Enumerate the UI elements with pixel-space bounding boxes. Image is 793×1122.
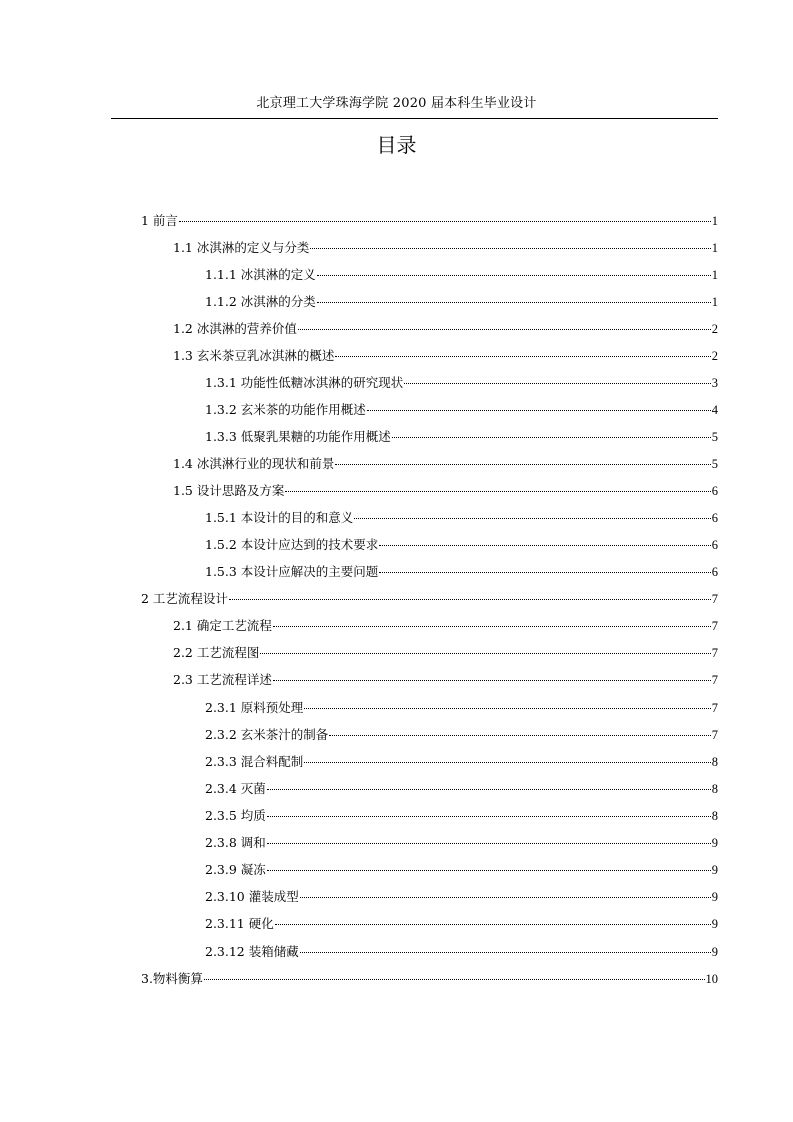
toc-entry[interactable] bbox=[205, 727, 718, 743]
toc-entry-page: 8 bbox=[711, 755, 718, 769]
toc-leader-dots bbox=[367, 410, 711, 411]
toc-entry[interactable] bbox=[173, 645, 718, 661]
toc-entry-page: 5 bbox=[711, 430, 718, 444]
toc-entry-label: 2.1 确定工艺流程 bbox=[173, 618, 272, 633]
toc-leader-dots bbox=[304, 762, 710, 763]
toc-entry-label: 1.4 冰淇淋行业的现状和前景 bbox=[173, 456, 335, 471]
toc-entry[interactable] bbox=[205, 429, 718, 445]
toc-entry[interactable] bbox=[173, 618, 718, 634]
toc-entry-label: 2.3.2 玄米茶汁的制备 bbox=[205, 727, 329, 742]
toc-entry-label: 1.5.1 本设计的目的和意义 bbox=[205, 510, 354, 525]
toc-leader-dots bbox=[310, 248, 710, 249]
toc-entry[interactable] bbox=[205, 294, 718, 310]
toc-entry[interactable] bbox=[141, 591, 718, 607]
toc-leader-dots bbox=[329, 735, 710, 736]
toc-entry-label: 3.物料衡算 bbox=[141, 971, 203, 986]
toc-entry-page: 2 bbox=[711, 322, 718, 336]
toc-leader-dots bbox=[267, 870, 711, 871]
header-rule bbox=[111, 118, 718, 119]
toc-entry[interactable] bbox=[205, 835, 718, 851]
toc-leader-dots bbox=[335, 464, 710, 465]
toc-entry-page: 8 bbox=[711, 809, 718, 823]
toc-entry-page: 9 bbox=[711, 863, 718, 877]
toc-entry-label: 1.5.3 本设计应解决的主要问题 bbox=[205, 564, 379, 579]
toc-entry[interactable] bbox=[205, 700, 718, 716]
toc-leader-dots bbox=[317, 275, 711, 276]
toc-entry-label: 1.3.1 功能性低糖冰淇淋的研究现状 bbox=[205, 375, 404, 390]
toc-entry-page: 6 bbox=[711, 511, 718, 525]
toc-entry-page: 8 bbox=[711, 782, 718, 796]
toc-leader-dots bbox=[317, 302, 711, 303]
toc-entry-page: 1 bbox=[711, 295, 718, 309]
toc-entry-label: 1.3.2 玄米茶的功能作用概述 bbox=[205, 402, 366, 417]
toc-leader-dots bbox=[354, 518, 710, 519]
toc-entry[interactable] bbox=[205, 402, 718, 418]
toc-leader-dots bbox=[300, 952, 711, 953]
toc-entry[interactable] bbox=[205, 944, 718, 960]
toc-entry-page: 7 bbox=[711, 646, 718, 660]
toc-entry[interactable] bbox=[205, 537, 718, 553]
toc-entry-page: 3 bbox=[711, 376, 718, 390]
toc-entry[interactable] bbox=[205, 808, 718, 824]
toc-entry[interactable] bbox=[205, 267, 718, 283]
toc-leader-dots bbox=[275, 924, 711, 925]
toc-entry[interactable] bbox=[205, 564, 718, 580]
toc-entry-label: 1.1.1 冰淇淋的定义 bbox=[205, 267, 316, 282]
toc-title: 目录 bbox=[376, 133, 417, 157]
toc-entry-label: 1.1 冰淇淋的定义与分类 bbox=[173, 240, 310, 255]
toc-entry[interactable] bbox=[173, 483, 718, 499]
toc-entry-label: 2.3.4 灭菌 bbox=[205, 781, 266, 796]
toc-entry-label: 2.3.9 凝冻 bbox=[205, 862, 266, 877]
page-header-title: 北京理工大学珠海学院 2020 届本科生毕业设计 bbox=[256, 96, 537, 111]
toc-entry-page: 7 bbox=[711, 728, 718, 742]
toc-entry-label: 1.3.3 低聚乳果糖的功能作用概述 bbox=[205, 429, 391, 444]
toc-entry-label: 2.3.3 混合料配制 bbox=[205, 754, 304, 769]
toc-entry-page: 1 bbox=[711, 241, 718, 255]
toc-entry-page: 1 bbox=[711, 268, 718, 282]
toc-entry-page: 9 bbox=[711, 945, 718, 959]
toc-leader-dots bbox=[267, 816, 711, 817]
toc-entry-label: 2.3.1 原料预处理 bbox=[205, 700, 304, 715]
toc-entry[interactable] bbox=[173, 348, 718, 364]
toc-leader-dots bbox=[273, 680, 711, 681]
toc-entry[interactable] bbox=[205, 781, 718, 797]
toc-entry-label: 2.3.10 灌装成型 bbox=[205, 889, 299, 904]
toc-entry-page: 1 bbox=[711, 214, 718, 228]
toc-entry-label: 1.1.2 冰淇淋的分类 bbox=[205, 294, 316, 309]
toc-leader-dots bbox=[392, 437, 711, 438]
toc-entry-page: 9 bbox=[711, 890, 718, 904]
toc-entry-page: 7 bbox=[711, 673, 718, 687]
toc-leader-dots bbox=[404, 383, 710, 384]
toc-entry[interactable] bbox=[205, 916, 718, 932]
toc-entry-page: 9 bbox=[711, 917, 718, 931]
toc-entry-page: 7 bbox=[711, 701, 718, 715]
toc-entry-page: 7 bbox=[711, 619, 718, 633]
toc-entry-page: 4 bbox=[711, 403, 718, 417]
toc-entry[interactable] bbox=[173, 321, 718, 337]
toc-entry[interactable] bbox=[205, 862, 718, 878]
toc-leader-dots bbox=[379, 572, 710, 573]
toc-entry-label: 2.3.8 调和 bbox=[205, 835, 266, 850]
toc-entry[interactable] bbox=[205, 375, 718, 391]
toc-entry-label: 1.5 设计思路及方案 bbox=[173, 483, 285, 498]
toc-leader-dots bbox=[298, 329, 711, 330]
toc-entry[interactable] bbox=[173, 672, 718, 688]
toc-leader-dots bbox=[267, 843, 711, 844]
toc-leader-dots bbox=[179, 221, 711, 222]
toc-entry-label: 2.3.5 均质 bbox=[205, 808, 266, 823]
toc-leader-dots bbox=[285, 491, 710, 492]
toc-entry[interactable] bbox=[173, 240, 718, 256]
toc-entry-page: 5 bbox=[711, 457, 718, 471]
toc-entry[interactable] bbox=[205, 889, 718, 905]
toc-entry-page: 7 bbox=[711, 592, 718, 606]
toc-entry[interactable] bbox=[205, 754, 718, 770]
toc-leader-dots bbox=[204, 979, 705, 980]
toc-entry-label: 2.3.11 硬化 bbox=[205, 916, 274, 931]
toc-leader-dots bbox=[304, 708, 710, 709]
toc-leader-dots bbox=[273, 626, 711, 627]
toc-entry[interactable] bbox=[141, 213, 718, 229]
toc-entry[interactable] bbox=[141, 971, 718, 987]
toc-entry[interactable] bbox=[205, 510, 718, 526]
toc-entry-label: 1.3 玄米茶豆乳冰淇淋的概述 bbox=[173, 348, 335, 363]
toc-entry-label: 1.2 冰淇淋的营养价值 bbox=[173, 321, 297, 336]
toc-leader-dots bbox=[229, 599, 711, 600]
toc-entry-label: 1 前言 bbox=[141, 213, 178, 228]
toc-entry-page: 10 bbox=[705, 972, 718, 986]
toc-entry-page: 6 bbox=[711, 565, 718, 579]
toc-entry-label: 2.2 工艺流程图 bbox=[173, 645, 260, 660]
toc-entry-page: 2 bbox=[711, 349, 718, 363]
toc-leader-dots bbox=[335, 356, 710, 357]
toc-entry-label: 2.3 工艺流程详述 bbox=[173, 672, 272, 687]
toc-entry-label: 2 工艺流程设计 bbox=[141, 591, 228, 606]
toc-entry-page: 6 bbox=[711, 538, 718, 552]
toc-entry-page: 9 bbox=[711, 836, 718, 850]
toc-leader-dots bbox=[379, 545, 710, 546]
toc-entry-page: 6 bbox=[711, 484, 718, 498]
toc-entry-label: 2.3.12 装箱储藏 bbox=[205, 944, 299, 959]
toc-leader-dots bbox=[260, 653, 710, 654]
toc-entry-label: 1.5.2 本设计应达到的技术要求 bbox=[205, 537, 379, 552]
toc-leader-dots bbox=[300, 897, 711, 898]
toc-entry[interactable] bbox=[173, 456, 718, 472]
toc-leader-dots bbox=[267, 789, 711, 790]
